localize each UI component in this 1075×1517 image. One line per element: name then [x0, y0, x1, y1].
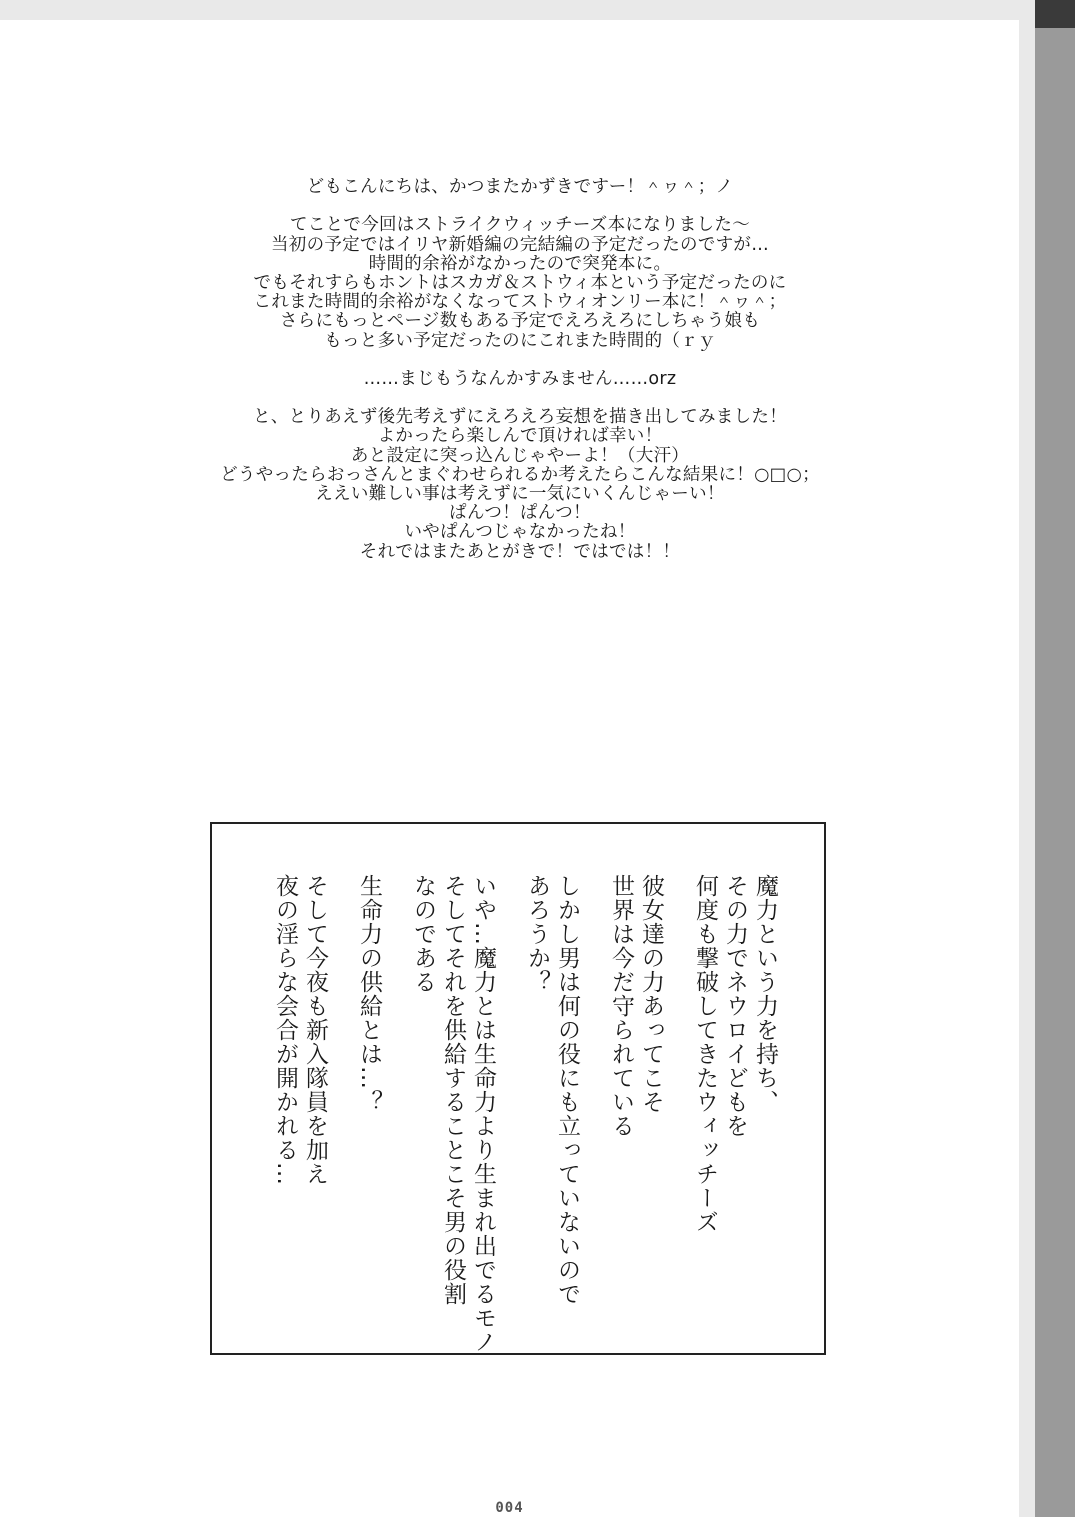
note-line: 当初の予定ではイリヤ新婚編の完結編の予定だったのですが…	[270, 234, 770, 255]
note-line: よかったら楽しんで頂ければ幸い！	[377, 426, 663, 447]
scan-edge-right	[1035, 0, 1075, 1517]
story-line: 彼女達の力あってこそ	[638, 874, 664, 1114]
story-line: 生命力の供給とは…？	[356, 874, 382, 1114]
note-gap	[150, 351, 890, 370]
story-line: そして今夜も新入隊員を加え	[302, 874, 328, 1186]
story-line: しかし男は何の役にも立っていないので	[554, 874, 580, 1306]
story-box	[210, 822, 826, 1355]
note-line: ……まじもうなんかすみません……orz	[363, 368, 677, 389]
note-gap	[150, 197, 890, 216]
story-line: なのである	[410, 874, 436, 994]
story-line: 夜の淫らな会合が開かれる…	[272, 874, 298, 1186]
note-line: これまた時間的余裕がなくなってストウィオンリー本に！＾ヮ＾；	[253, 292, 787, 313]
note-line: と、とりあえず後先考えずにえろえろ妄想を描き出してみました！	[253, 407, 787, 428]
note-line: さらにもっとページ数もある予定でえろえろにしちゃう娘も	[279, 311, 761, 332]
note-line: ぱんつ！ぱんつ！	[449, 503, 591, 524]
note-line: それではまたあとがきで！ではでは！！	[359, 541, 681, 562]
story-gap	[384, 874, 408, 1344]
story-line: 世界は今だ守られている	[608, 874, 634, 1138]
note-line: もっと多い予定だったのにこれまた時間的（ｒｙ	[324, 330, 716, 351]
author-note	[150, 178, 890, 562]
note-line: あと設定に突っ込んじゃやーよ！（大汗）	[350, 445, 690, 466]
story-line: いや…魔力とは生命力より生まれ出でるモノ	[470, 874, 496, 1354]
story-gap	[582, 874, 606, 1344]
note-line: ええい難しい事は考えずに一気にいくんじゃーい！	[315, 484, 725, 504]
note-line: どもこんにちは、かつまたかずきですー！＾ヮ＾；ノ	[306, 177, 734, 197]
note-line: てことで今回はストライクウィッチーズ本になりました～	[290, 215, 750, 236]
scan-corner	[1035, 0, 1075, 28]
note-line: 時間的余裕がなかったので突発本に。	[368, 253, 672, 274]
note-line: いやぱんつじゃなかったね！	[404, 522, 636, 543]
scan-edge-right-inner	[1019, 0, 1035, 1517]
note-line: どうやったらおっさんとまぐわせられるか考えたらこんな結果に！○□○；	[220, 464, 820, 485]
story-line: あろうか？	[524, 874, 550, 994]
story-gap	[498, 874, 522, 1344]
page-number: 004	[495, 1500, 524, 1516]
story-line: その力でネウロイどもを	[722, 874, 748, 1138]
story-text	[270, 874, 780, 1354]
scan-edge-top	[0, 0, 1075, 20]
story-gap	[330, 874, 354, 1344]
note-gap	[150, 389, 890, 408]
story-line: 魔力という力を持ち、	[752, 874, 778, 1114]
story-line: 何度も撃破してきたウィッチーズ	[692, 874, 718, 1234]
story-gap	[666, 874, 690, 1344]
note-line: でもそれすらもホントはスカガ＆ストウィ本という予定だったのに	[253, 272, 787, 293]
story-line: そしてそれを供給することこそ男の役割	[440, 874, 466, 1306]
